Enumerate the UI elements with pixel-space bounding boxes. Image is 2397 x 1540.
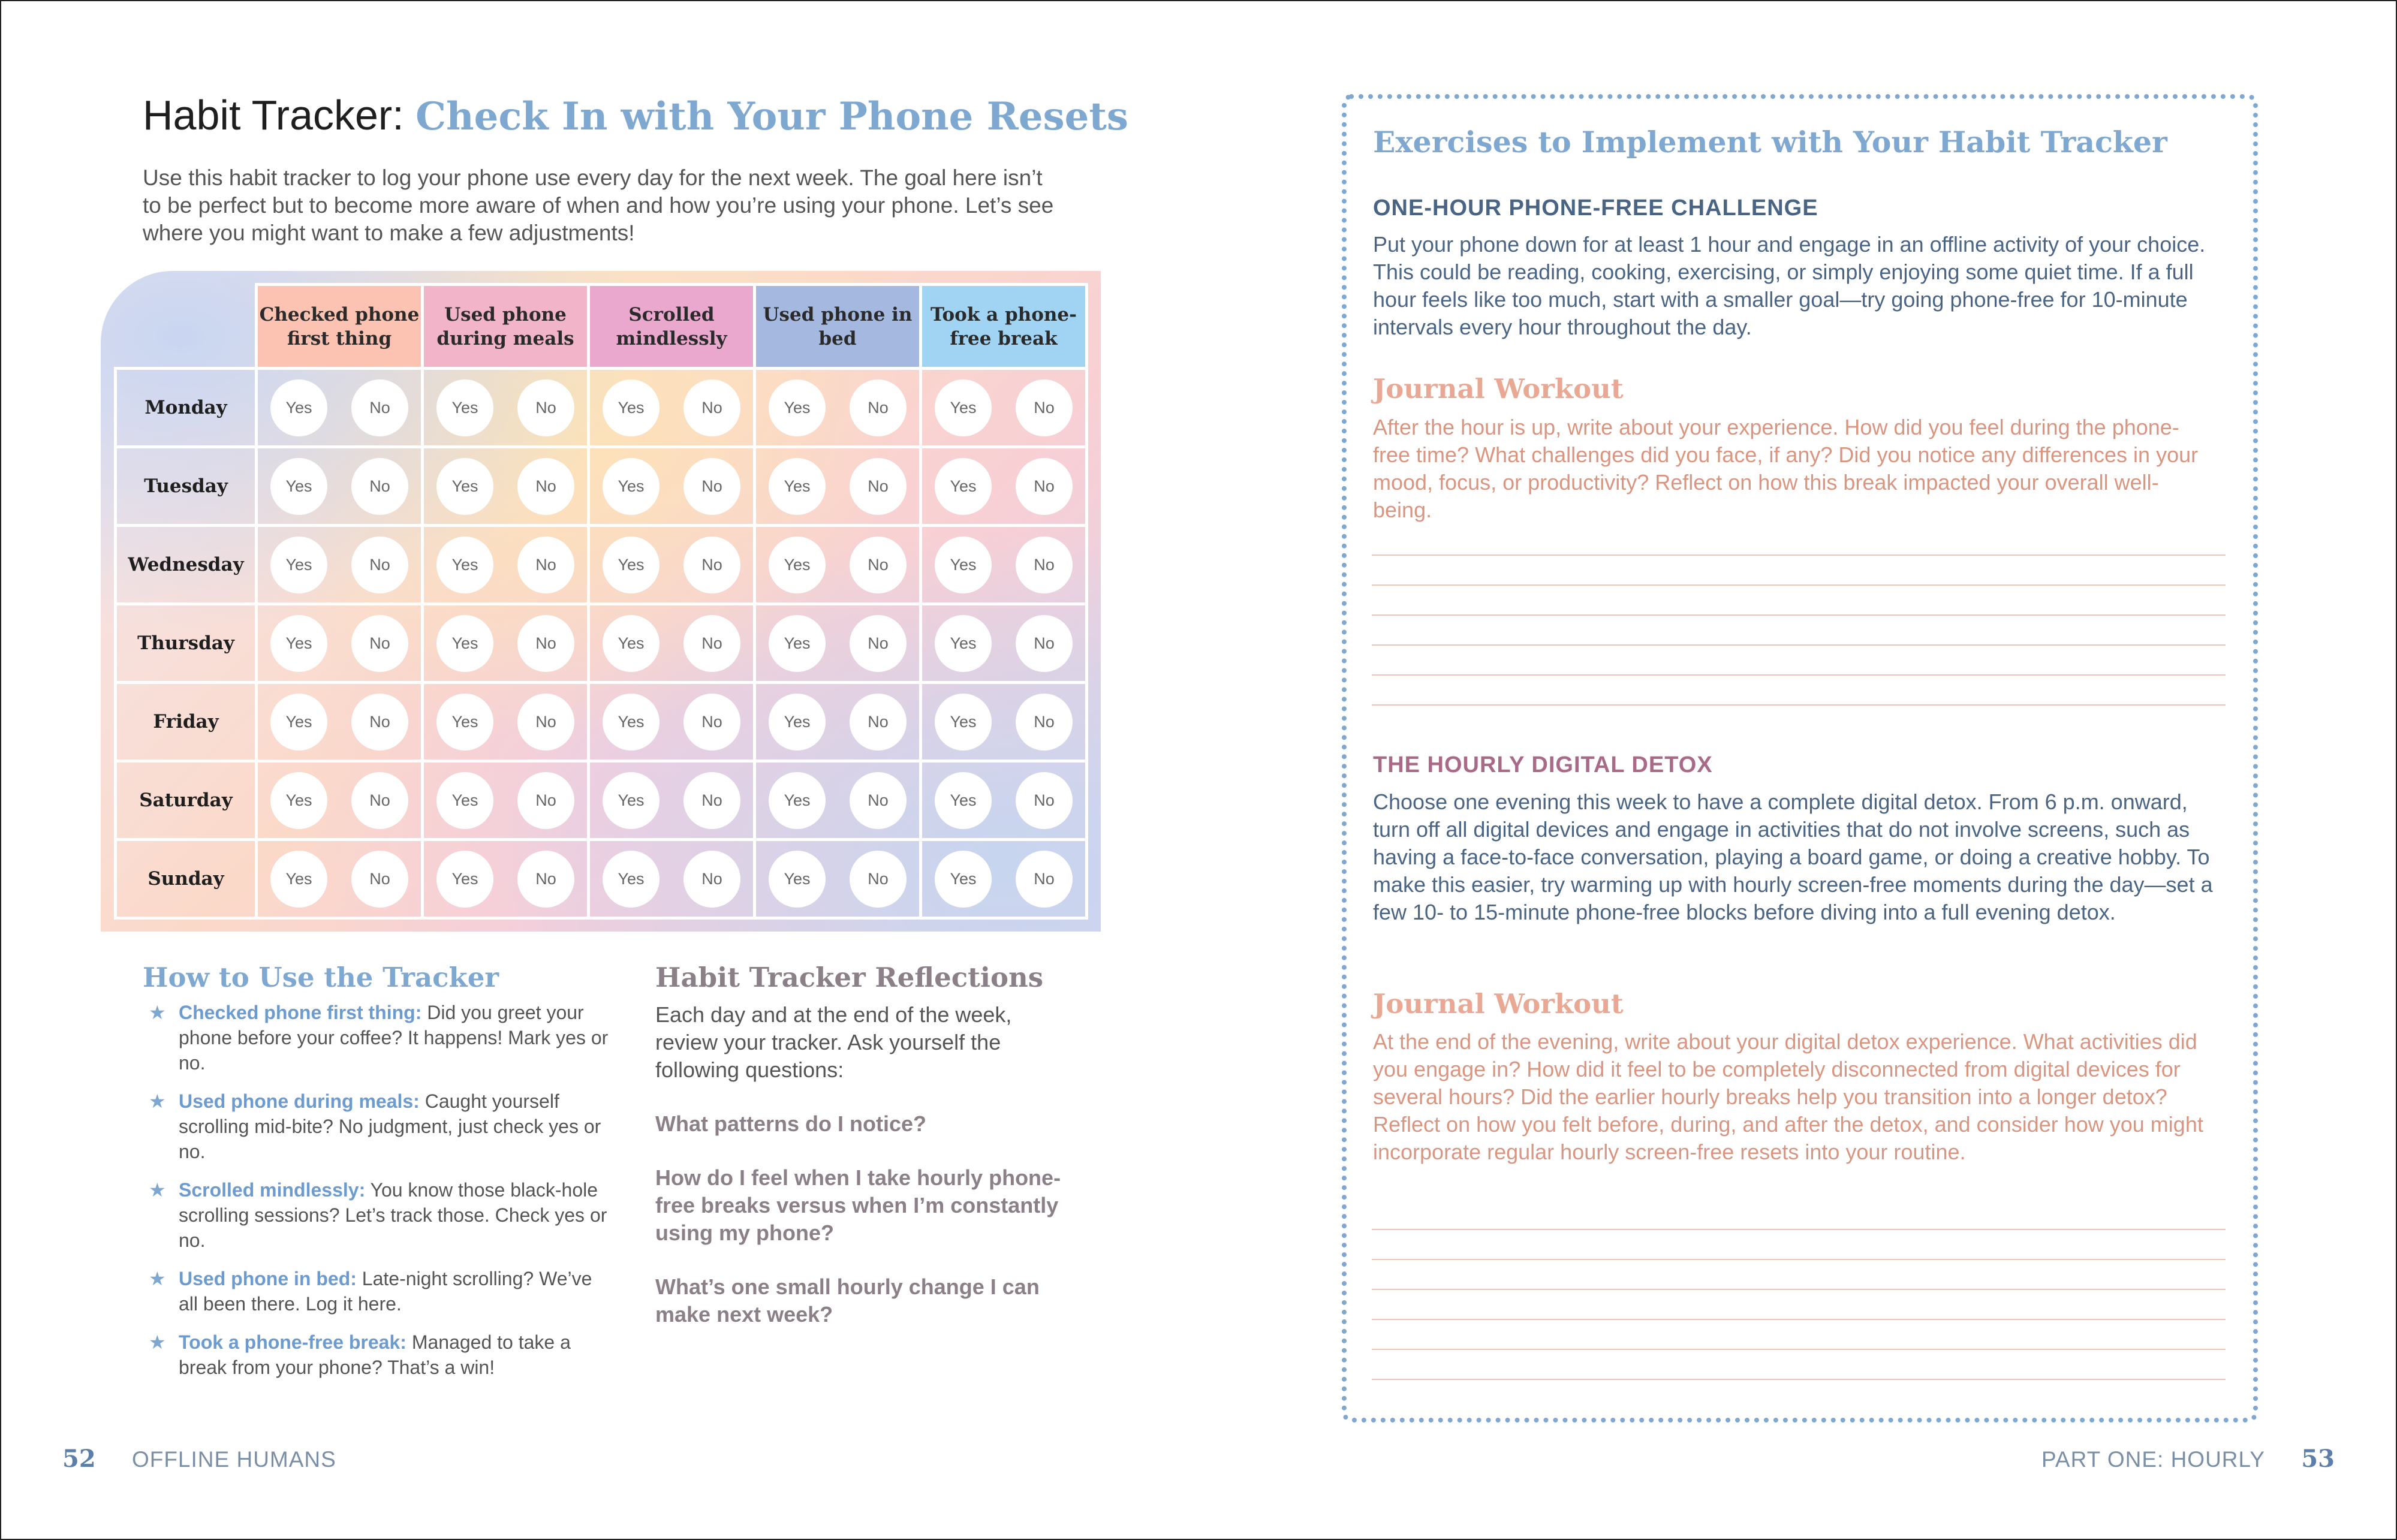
yes-option[interactable]: Yes (436, 851, 493, 908)
writing-line[interactable] (1372, 1319, 2226, 1320)
star-icon: ★ (149, 1331, 166, 1353)
tracker-column-header: Took a phone-free break (921, 285, 1087, 369)
yes-option[interactable]: Yes (935, 458, 992, 515)
tracker-row (116, 683, 1087, 761)
day-label: Monday (116, 369, 257, 447)
day-label: Sunday (116, 840, 257, 918)
tracker-cell (755, 604, 921, 683)
journal-workout-body: After the hour is up, write about your experience. How did you feel during the phone-free time? What challenges did you face, if any? Did you notice any differences in your mood, focus, or productivity? Reflect on how this break impacted your overall well-being. (1373, 415, 2199, 522)
tracker-cell (589, 526, 755, 604)
right-folio (2041, 1445, 2335, 1473)
tracker-row (116, 761, 1087, 840)
yes-option[interactable]: Yes (935, 772, 992, 829)
no-option[interactable]: No (1016, 694, 1073, 751)
tracker-cell (257, 526, 423, 604)
reflections-title: Habit Tracker Reflections (655, 962, 1044, 993)
yes-option[interactable]: Yes (270, 379, 327, 436)
yes-option[interactable]: Yes (436, 379, 493, 436)
tracker-cell (921, 840, 1087, 918)
yes-option[interactable]: Yes (603, 379, 660, 436)
writing-line[interactable] (1372, 674, 2226, 676)
day-label: Friday (116, 683, 257, 761)
day-label: Wednesday (116, 526, 257, 604)
writing-lines[interactable] (1372, 1229, 2226, 1409)
section-body: Choose one evening this week to have a complete digital detox. From 6 p.m. onward, turn off all digital devices and engage in activities that do not involve screens, such as having a face-to-face conversation, playing a board game, or doing a creative hobby. To make this easier, try warming up with hourly screen-free moments during the day—set a few 10- to 15-minute phone-free blocks before diving into a full evening detox. (1373, 789, 2213, 924)
tracker-cell (257, 683, 423, 761)
no-option[interactable]: No (850, 379, 907, 436)
tracker-cell (755, 447, 921, 526)
tracker-column-header: Checked phone first thing (257, 285, 423, 369)
writing-line[interactable] (1372, 1349, 2226, 1350)
howto-item-text: Did you greet your phone before your coffee? It happens! Mark yes or no. (179, 1002, 609, 1074)
writing-lines[interactable] (1372, 554, 2226, 734)
yes-option[interactable]: Yes (603, 694, 660, 751)
tracker-table (114, 283, 1088, 920)
yes-option[interactable]: Yes (436, 772, 493, 829)
writing-line[interactable] (1372, 554, 2226, 556)
section-body: Put your phone down for at least 1 hour and engage in an offline activity of your choice. This could be reading, cooking, exercising, or simply enjoying some quiet time. If a full hour feels like too much, start with a smaller goal—try going phone-free for 10-minute intervals every hour throughout the day. (1373, 232, 2206, 339)
tracker-row (116, 526, 1087, 604)
no-option[interactable]: No (850, 694, 907, 751)
no-option[interactable]: No (351, 615, 408, 672)
yes-option[interactable]: Yes (270, 772, 327, 829)
howto-item-lead: Checked phone first thing: (179, 1002, 422, 1023)
page-title (143, 91, 1128, 139)
yes-option[interactable]: Yes (769, 379, 826, 436)
tracker-cell (423, 526, 589, 604)
no-option[interactable]: No (517, 537, 574, 593)
writing-line[interactable] (1372, 1229, 2226, 1230)
journal-workout-body: At the end of the evening, write about your digital detox experience. What activities did you engage in? How did it feel to be completely disconnected from digital devices for several hours? Did the earlier hourly breaks help you transition into a longer detox? Reflect on how you felt before, during, and after the detox, and consider how you might incorporate regular hourly screen-free resets into your routine. (1373, 1029, 2203, 1164)
exercises-title: Exercises to Implement with Your Habit Tracker (1373, 125, 2167, 159)
tracker-cell (921, 604, 1087, 683)
yes-option[interactable]: Yes (436, 458, 493, 515)
no-option[interactable]: No (683, 458, 740, 515)
habit-tracker (101, 271, 1101, 932)
yes-option[interactable]: Yes (603, 537, 660, 593)
tracker-row (116, 840, 1087, 918)
howto-item-text: Late-night scrolling? We’ve all been there. Log it here. (179, 1268, 592, 1315)
star-icon: ★ (149, 1002, 166, 1023)
writing-line[interactable] (1372, 704, 2226, 706)
howto-item-text: Managed to take a break from your phone? That’s a win! (179, 1331, 571, 1378)
no-option[interactable]: No (517, 772, 574, 829)
left-page-number: 52 (62, 1445, 96, 1473)
yes-option[interactable]: Yes (270, 458, 327, 515)
right-page-number: 53 (2301, 1445, 2335, 1473)
tracker-cell (921, 369, 1087, 447)
yes-option[interactable]: Yes (270, 694, 327, 751)
no-option[interactable]: No (517, 615, 574, 672)
tracker-column-header: Used phone in bed (755, 285, 921, 369)
howto-item-text: Caught yourself scrolling mid-bite? No judgment, just check yes or no. (179, 1090, 601, 1162)
yes-option[interactable]: Yes (270, 615, 327, 672)
yes-option[interactable]: Yes (769, 694, 826, 751)
writing-line[interactable] (1372, 1289, 2226, 1290)
tracker-row (116, 369, 1087, 447)
no-option[interactable]: No (850, 458, 907, 515)
yes-option[interactable]: Yes (436, 537, 493, 593)
tracker-cell (257, 761, 423, 840)
yes-option[interactable]: Yes (603, 772, 660, 829)
no-option[interactable]: No (517, 379, 574, 436)
no-option[interactable]: No (683, 772, 740, 829)
no-option[interactable]: No (1016, 458, 1073, 515)
no-option[interactable]: No (1016, 615, 1073, 672)
no-option[interactable]: No (1016, 772, 1073, 829)
no-option[interactable]: No (1016, 537, 1073, 593)
no-option[interactable]: No (850, 537, 907, 593)
tracker-cell (589, 604, 755, 683)
star-icon: ★ (149, 1268, 166, 1289)
tracker-cell (257, 604, 423, 683)
day-label: Saturday (116, 761, 257, 840)
page-title-plain: Habit Tracker: (143, 92, 416, 138)
howto-item (143, 1089, 610, 1164)
tracker-column-header: Used phone during meals (423, 285, 589, 369)
howto-item-text: You know those black-hole scrolling sessions? Let’s track those. Check yes or no. (179, 1179, 607, 1251)
howto-item-lead: Used phone during meals: (179, 1090, 420, 1112)
tracker-row (116, 604, 1087, 683)
tracker-cell (589, 761, 755, 840)
no-option[interactable]: No (850, 772, 907, 829)
yes-option[interactable]: Yes (935, 851, 992, 908)
howto-item-lead: Used phone in bed: (179, 1268, 357, 1289)
tracker-cell (423, 761, 589, 840)
howto-title: How to Use the Tracker (143, 962, 499, 993)
tracker-cell (257, 840, 423, 918)
no-option[interactable]: No (517, 694, 574, 751)
howto-item-lead: Scrolled mindlessly: (179, 1179, 366, 1201)
howto-item (143, 1330, 610, 1380)
tracker-cell (589, 447, 755, 526)
no-option[interactable]: No (1016, 851, 1073, 908)
tracker-cell (589, 369, 755, 447)
no-option[interactable]: No (683, 537, 740, 593)
howto-item (143, 1177, 610, 1253)
tracker-cell (589, 683, 755, 761)
howto-item (143, 1266, 610, 1316)
writing-line[interactable] (1372, 644, 2226, 646)
writing-line[interactable] (1372, 1379, 2226, 1380)
no-option[interactable]: No (351, 458, 408, 515)
no-option[interactable]: No (683, 615, 740, 672)
reflection-question: How do I feel when I take hourly phone-free breaks versus when I’m constantly using my phone? (655, 1165, 1061, 1245)
reflection-question: What patterns do I notice? (655, 1111, 927, 1136)
tracker-cell (423, 683, 589, 761)
no-option[interactable]: No (351, 772, 408, 829)
tracker-cell (423, 447, 589, 526)
section-heading: ONE-HOUR PHONE-FREE CHALLENGE (1373, 195, 1818, 221)
no-option[interactable]: No (1016, 379, 1073, 436)
tracker-cell (589, 840, 755, 918)
yes-option[interactable]: Yes (935, 694, 992, 751)
no-option[interactable]: No (850, 851, 907, 908)
tracker-cell (423, 369, 589, 447)
tracker-cell (257, 369, 423, 447)
no-option[interactable]: No (683, 379, 740, 436)
yes-option[interactable]: Yes (270, 851, 327, 908)
tracker-cell (755, 683, 921, 761)
intro-paragraph: Use this habit tracker to log your phone use every day for the next week. The goal here isn’t to be perfect but to become more aware of when and how you’re using your phone. Let’s see where you might want to make a few adjustments! (143, 165, 1054, 245)
no-option[interactable]: No (351, 537, 408, 593)
day-label: Tuesday (116, 447, 257, 526)
tracker-cell (755, 526, 921, 604)
tracker-column-header: Scrolled mindlessly (589, 285, 755, 369)
tracker-corner (116, 285, 257, 369)
yes-option[interactable]: Yes (769, 537, 826, 593)
left-running-head: OFFLINE HUMANS (131, 1447, 336, 1472)
tracker-cell (755, 761, 921, 840)
day-label: Thursday (116, 604, 257, 683)
left-folio (62, 1445, 336, 1473)
writing-line[interactable] (1372, 584, 2226, 586)
yes-option[interactable]: Yes (769, 851, 826, 908)
yes-option[interactable]: Yes (769, 772, 826, 829)
no-option[interactable]: No (351, 379, 408, 436)
yes-option[interactable]: Yes (769, 458, 826, 515)
yes-option[interactable]: Yes (603, 615, 660, 672)
tracker-cell (921, 526, 1087, 604)
star-icon: ★ (149, 1090, 166, 1112)
yes-option[interactable]: Yes (935, 537, 992, 593)
star-icon: ★ (149, 1179, 166, 1201)
howto-item-lead: Took a phone-free break: (179, 1331, 406, 1353)
no-option[interactable]: No (351, 851, 408, 908)
yes-option[interactable]: Yes (935, 615, 992, 672)
yes-option[interactable]: Yes (769, 615, 826, 672)
journal-workout-title: Journal Workout (1373, 988, 1624, 1020)
writing-line[interactable] (1372, 1259, 2226, 1260)
howto-item (143, 1000, 610, 1075)
howto-list (143, 1000, 610, 1393)
tracker-row (116, 447, 1087, 526)
no-option[interactable]: No (351, 694, 408, 751)
reflections-intro: Each day and at the end of the week, review your tracker. Ask yourself the following questions: (655, 1002, 1012, 1082)
yes-option[interactable]: Yes (603, 851, 660, 908)
section-heading: THE HOURLY DIGITAL DETOX (1373, 752, 1713, 777)
tracker-cell (921, 761, 1087, 840)
yes-option[interactable]: Yes (935, 379, 992, 436)
no-option[interactable]: No (850, 615, 907, 672)
writing-line[interactable] (1372, 614, 2226, 616)
no-option[interactable]: No (517, 458, 574, 515)
journal-workout-title: Journal Workout (1373, 373, 1624, 405)
no-option[interactable]: No (683, 694, 740, 751)
tracker-cell (921, 683, 1087, 761)
tracker-cell (423, 840, 589, 918)
reflections (655, 1001, 1063, 1328)
right-running-head: PART ONE: HOURLY (2041, 1447, 2266, 1472)
page-title-accent: Check In with Your Phone Resets (415, 94, 1128, 139)
yes-option[interactable]: Yes (603, 458, 660, 515)
tracker-cell (921, 447, 1087, 526)
tracker-cell (755, 369, 921, 447)
tracker-body (116, 369, 1087, 918)
no-option[interactable]: No (683, 851, 740, 908)
tracker-header-row (116, 285, 1087, 369)
tracker-cell (257, 447, 423, 526)
yes-option[interactable]: Yes (270, 537, 327, 593)
yes-option[interactable]: Yes (436, 615, 493, 672)
reflection-question: What’s one small hourly change I can make next week? (655, 1274, 1040, 1327)
tracker-cell (423, 604, 589, 683)
yes-option[interactable]: Yes (436, 694, 493, 751)
tracker-cell (755, 840, 921, 918)
no-option[interactable]: No (517, 851, 574, 908)
